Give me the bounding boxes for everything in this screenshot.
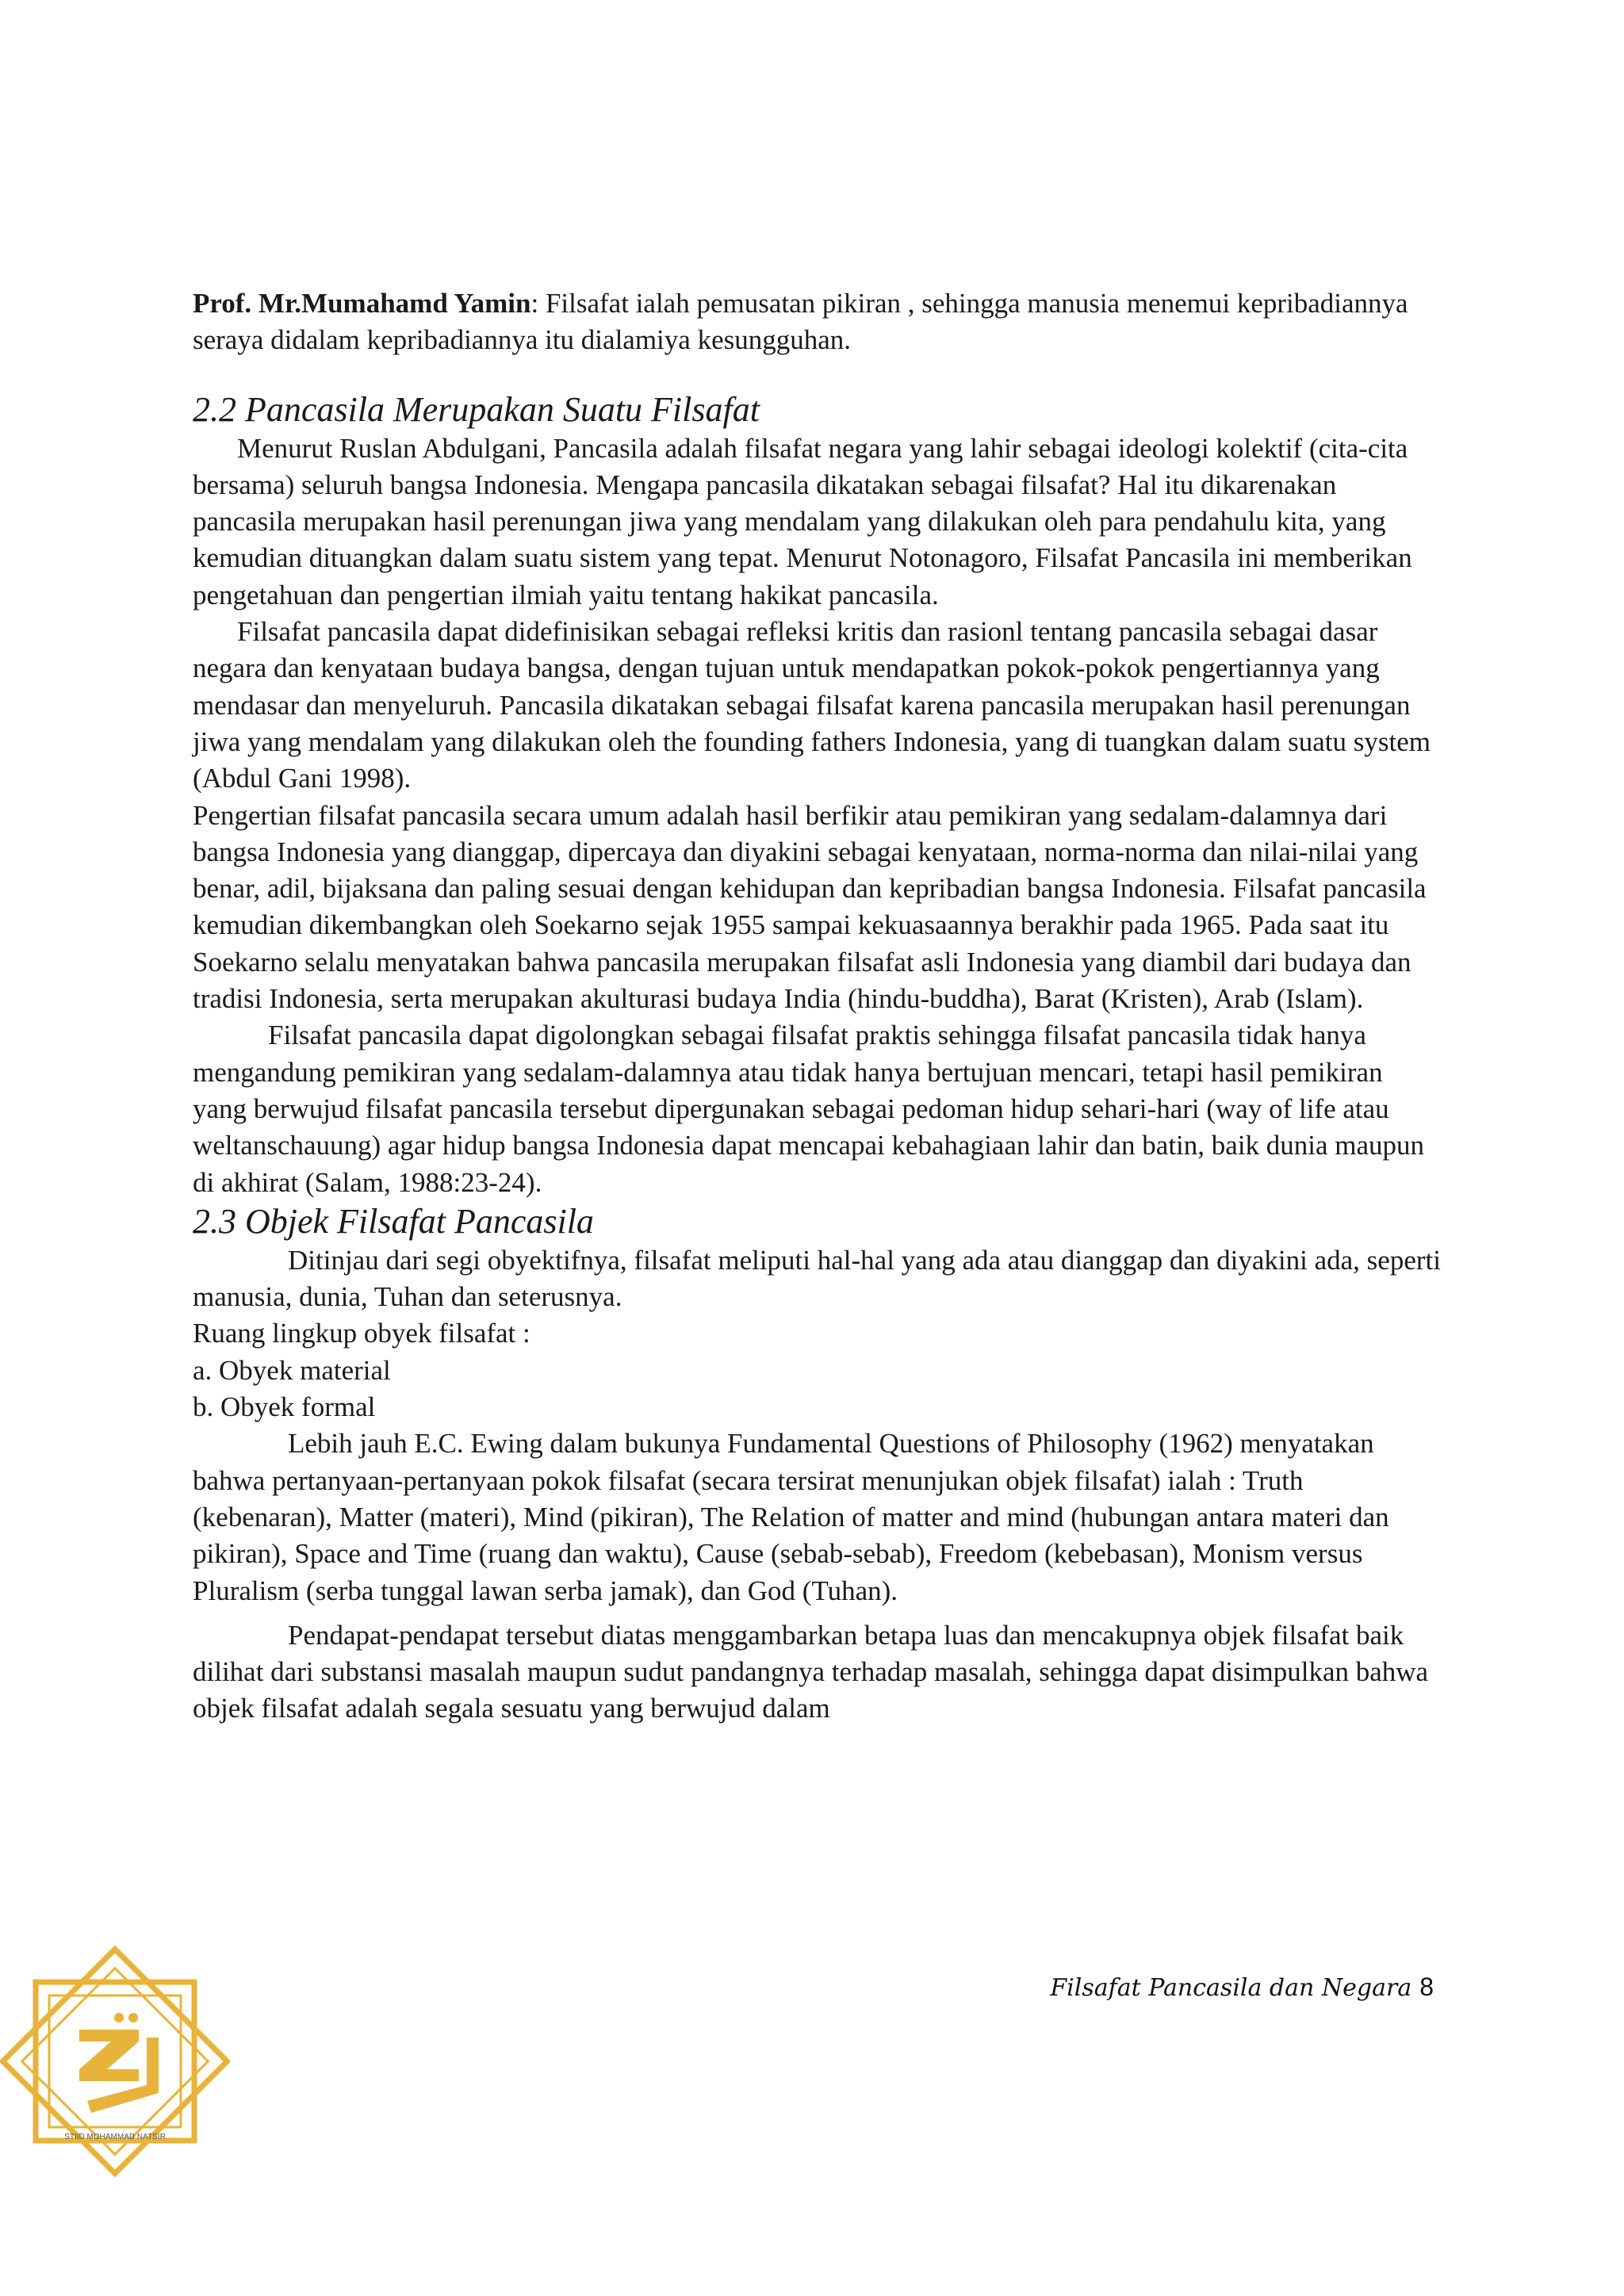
institution-logo xyxy=(0,1942,230,2180)
section-2-3-paragraph-2: Lebih jauh E.C. Ewing dalam bukunya Fundamental Questions of Philosophy (1962) menyatakan bahwa pertanyaan-pertanyaan pokok filsafat (secara tersirat menunjukan objek filsafat) ialah : Truth (kebenaran), Matter (materi), Mind (pikiran), The Relation of matter and mind (hubungan antara materi dan pikiran), Space and Time (ruang dan waktu), Cause (sebab-sebab), Freedom (kebebasan), Monism versus Pluralism (serba tunggal lawan serba jamak), dan God (Tuhan). xyxy=(193,1428,1389,1606)
intro-text: : Filsafat ialah pemusatan pikiran , sehingga manusia menemui kepribadiannya seraya didalam kepribadiannya itu dialamiya kesungguhan. xyxy=(193,288,1408,356)
section-2-2-paragraph-3: Pengertian filsafat pancasila secara umum adalah hasil berfikir atau pemikiran yang sedalam-dalamnya dari bangsa Indonesia yang dianggap, dipercaya dan diyakini sebagai kenyataan, norma-norma dan nilai-nilai yang benar, adil, bijaksana dan paling sesuai dengan kehidupan dan kepribadian bangsa Indonesia. Filsafat pancasila kemudian dikembangkan oleh Soekarno sejak 1955 sampai kekuasaannya berakhir pada 1965. Pada saat itu Soekarno selalu menyatakan bahwa pancasila merupakan filsafat asli Indonesia yang diambil dari budaya dan tradisi Indonesia, serta merupakan akulturasi budaya India (hindu-buddha), Barat (Kristen), Arab (Islam). xyxy=(193,799,1427,1015)
page-content xyxy=(193,285,1442,1728)
intro-author: Prof. Mr.Mumahamd Yamin xyxy=(193,288,531,319)
page-number: 8 xyxy=(1419,1973,1434,2001)
scope-item-material: a. Obyek material xyxy=(193,1354,391,1386)
section-2-3-paragraph-3: Pendapat-pendapat tersebut diatas menggambarkan betapa luas dan mencakupnya objek filsafat baik dilihat dari substansi masalah maupun sudut pandangnya terhadap masalah, sehingga dapat disimpulkan bahwa objek filsafat adalah segala sesuatu yang berwujud dalam xyxy=(193,1619,1429,1724)
section-2-2-paragraph-1: Menurut Ruslan Abdulgani, Pancasila adalah filsafat negara yang lahir sebagai ideologi kolektif (cita-cita bersama) seluruh bangsa Indonesia. Mengapa pancasila dikatakan sebagai filsafat? Hal itu dikarenakan pancasila merupakan hasil perenungan jiwa yang mendalam yang dilakukan oleh para pendahulu kita, yang kemudian dituangkan dalam suatu sistem yang tepat. Menurut Notonagoro, Filsafat Pancasila ini memberikan pengetahuan dan pengertian ilmiah yaitu tentang hakikat pancasila. xyxy=(193,432,1412,610)
scope-label: Ruang lingkup obyek filsafat : xyxy=(193,1318,530,1349)
section-2-3-heading: 2.3 Objek Filsafat Pancasila xyxy=(193,1201,594,1241)
logo-caption: STIID MOHAMMAD NATSIR xyxy=(64,2133,166,2141)
scope-item-formal: b. Obyek formal xyxy=(193,1391,376,1423)
section-2-3-paragraph-1: Ditinjau dari segi obyektifnya, filsafat meliputi hal-hal yang ada atau dianggap dan diyakini ada, seperti manusia, dunia, Tuhan dan seterusnya. xyxy=(193,1244,1441,1313)
footer-book-title: Filsafat Pancasila dan Negara xyxy=(1050,1974,1412,2002)
section-2-2-paragraph-2: Filsafat pancasila dapat didefinisikan sebagai refleksi kritis dan rasionl tentang pancasila sebagai dasar negara dan kenyataan budaya bangsa, dengan tujuan untuk mendapatkan pokok-pokok pengertiannya yang mendasar dan menyeluruh. Pancasila dikatakan sebagai filsafat karena pancasila merupakan hasil perenungan jiwa yang mendalam yang dilakukan oleh the founding fathers Indonesia, yang di tuangkan dalam suatu system (Abdul Gani 1998). xyxy=(193,616,1431,794)
section-2-2-heading: 2.2 Pancasila Merupakan Suatu Filsafat xyxy=(193,389,760,429)
section-2-2-paragraph-4: Filsafat pancasila dapat digolongkan sebagai filsafat praktis sehingga filsafat pancasila tidak hanya mengandung pemikiran yang sedalam-dalamnya atau tidak hanya bertujuan mencari, tetapi hasil pemikiran yang berwujud filsafat pancasila tersebut dipergunakan sebagai pedoman hidup sehari-hari (way of life atau weltanschauung) agar hidup bangsa Indonesia dapat mencapai kebahagiaan lahir dan batin, baik dunia maupun di akhirat (Salam, 1988:23-24). xyxy=(193,1020,1425,1198)
logo-monogram xyxy=(79,2013,159,2113)
page-footer xyxy=(1050,1973,1434,2002)
intro-paragraph xyxy=(193,285,1442,359)
